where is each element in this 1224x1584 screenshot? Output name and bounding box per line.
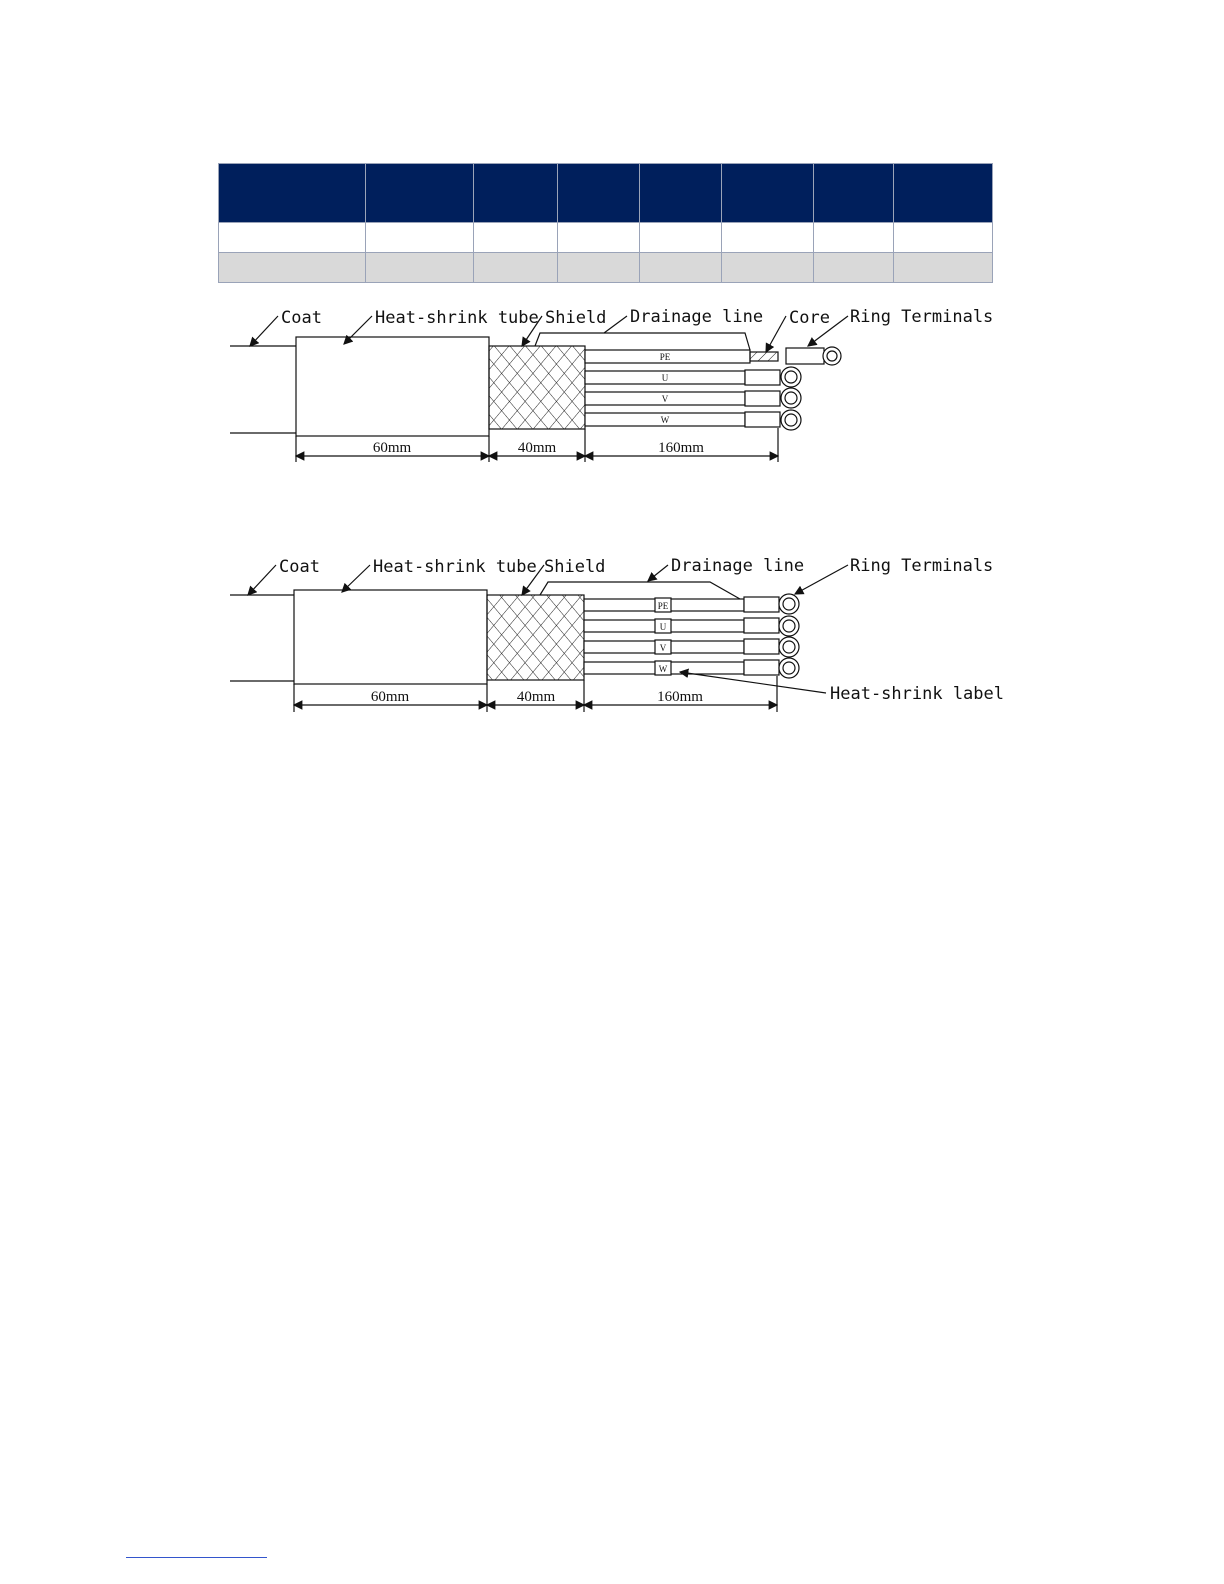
label-heat-shrink-tube: Heat-shrink tube xyxy=(375,308,539,328)
label-ring-terminals: Ring Terminals xyxy=(850,556,994,576)
ring-terminal-u xyxy=(744,616,799,636)
dimension-160mm: 160mm xyxy=(657,689,703,705)
label-shield: Shield xyxy=(545,308,607,328)
heat-shrink-tube xyxy=(296,337,489,436)
label-heat-shrink-label: Heat-shrink label xyxy=(830,684,1004,704)
ring-terminal-pe xyxy=(744,594,799,614)
label-coat: Coat xyxy=(279,557,320,577)
dimension-40mm: 40mm xyxy=(516,689,556,705)
label-heat-shrink-tube: Heat-shrink tube xyxy=(373,557,537,577)
label-drainage-line: Drainage line xyxy=(630,307,764,327)
ring-terminal-w xyxy=(745,410,801,430)
ring-terminal-w xyxy=(744,658,799,678)
ring-terminal-v xyxy=(745,388,801,408)
dimension-40mm: 40mm xyxy=(517,440,557,456)
dimension-60mm: 60mm xyxy=(372,440,412,456)
label-shield: Shield xyxy=(544,557,606,577)
label-drainage-line: Drainage line xyxy=(671,556,805,576)
cable-diagrams xyxy=(0,0,1224,760)
shield-braid xyxy=(487,595,584,680)
wire-tag-pe: PE xyxy=(657,601,669,611)
heat-shrink-tube xyxy=(294,590,487,684)
wire-tag-v: V xyxy=(661,394,669,404)
ring-terminal-u xyxy=(745,367,801,387)
label-ring-terminals: Ring Terminals xyxy=(850,307,994,327)
wire-tag-pe: PE xyxy=(659,352,671,362)
shield-braid xyxy=(489,346,585,429)
label-coat: Coat xyxy=(281,308,322,328)
ring-terminal-pe xyxy=(786,347,841,365)
wire-tag-v: V xyxy=(659,643,667,653)
wire-tag-w: W xyxy=(660,415,670,425)
wire-tag-u: U xyxy=(661,373,669,383)
dimension-60mm: 60mm xyxy=(370,689,410,705)
wire-tag-w: W xyxy=(658,664,668,674)
label-core: Core xyxy=(789,308,830,328)
ring-terminal-v xyxy=(744,637,799,657)
footnote-rule xyxy=(126,1557,267,1558)
core-strand xyxy=(750,352,778,361)
wire-tag-u: U xyxy=(659,622,667,632)
dimension-160mm: 160mm xyxy=(658,440,704,456)
